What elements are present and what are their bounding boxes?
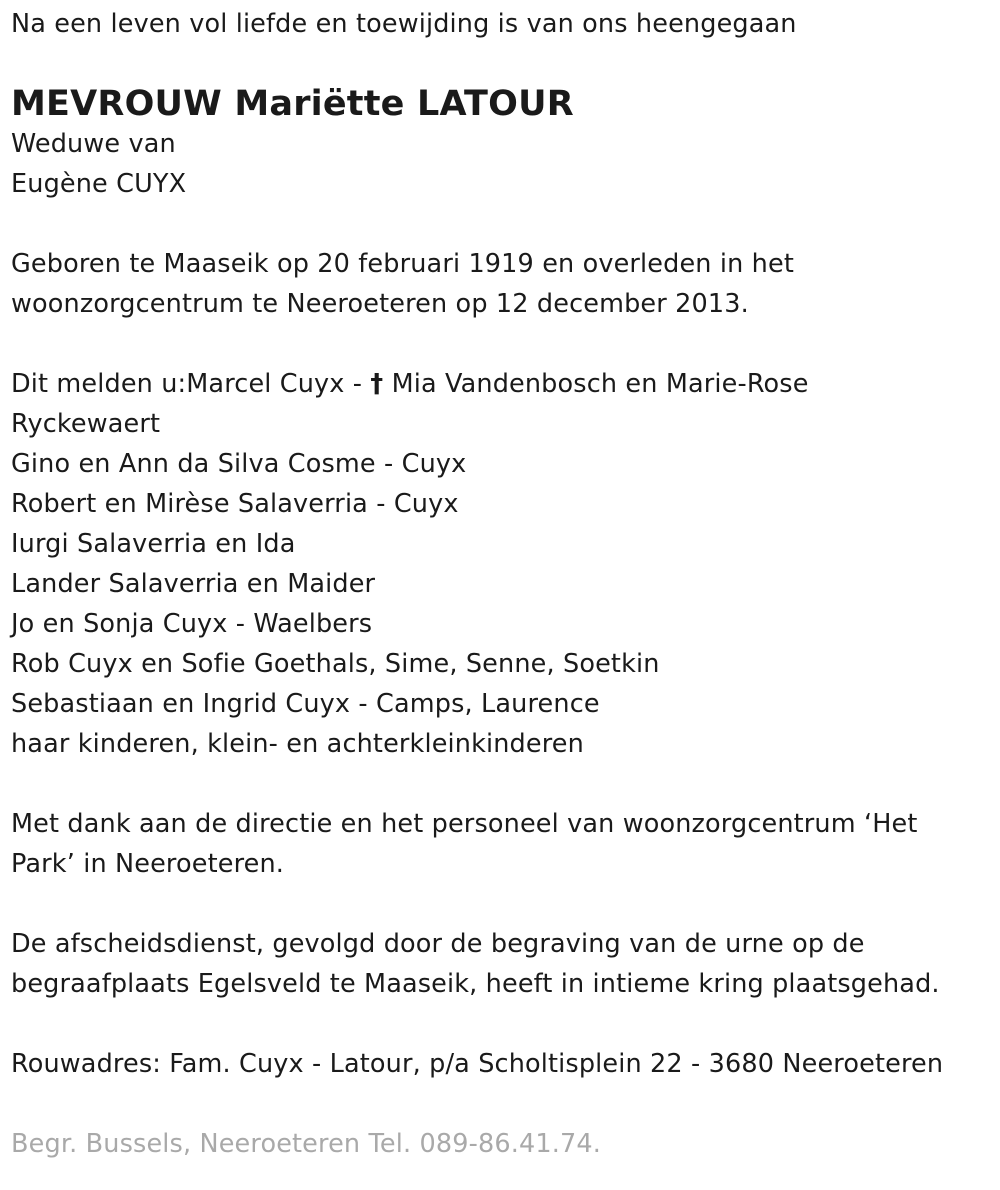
spacer [11,1004,991,1044]
birth-death-line-1: Geboren te Maaseik op 20 februari 1919 en overleden in het [11,249,794,279]
cross-icon: † [370,369,384,399]
family-member-line: Gino en Ann da Silva Cosme - Cuyx [11,449,467,479]
spacer [11,884,991,924]
obituary-notice [11,4,991,1164]
widow-of-label: Weduwe van [11,129,176,159]
birth-death-line-2: woonzorgcentrum te Neeroeteren op 12 december 2013. [11,289,749,319]
family-member-line: Sebastiaan en Ingrid Cuyx - Camps, Laurence [11,689,600,719]
family-member-line: Iurgi Salaverria en Ida [11,529,296,559]
family-member-line: Lander Salaverria en Maider [11,569,376,599]
thanks-line-2: Park’ in Neeroeteren. [11,849,285,879]
family-member-line: Jo en Sonja Cuyx - Waelbers [11,609,373,639]
mourning-address: Rouwadres: Fam. Cuyx - Latour, p/a Scholtisplein 22 - 3680 Neeroeteren [11,1049,944,1079]
family-member-line: Rob Cuyx en Sofie Goethals, Sime, Senne, Soetkin [11,649,660,679]
spouse-name: Eugène CUYX [11,169,187,199]
announcement-prefix: Dit melden u:Marcel Cuyx - [11,369,371,399]
funeral-director-footer: Begr. Bussels, Neeroeteren Tel. 089-86.41.74. [11,1129,601,1159]
spacer [11,1084,991,1124]
spacer [11,764,991,804]
family-member-line: haar kinderen, klein- en achterkleinkinderen [11,729,584,759]
announcement-continuation: Ryckewaert [11,409,161,439]
service-line-2: begraafplaats Egelsveld te Maaseik, heeft in intieme kring plaatsgehad. [11,969,940,999]
thanks-line-1: Met dank aan de directie en het personeel van woonzorgcentrum ‘Het [11,809,918,839]
family-member-line: Robert en Mirèse Salaverria - Cuyx [11,489,459,519]
intro-line: Na een leven vol liefde en toewijding is van ons heengegaan [11,9,797,39]
service-line-1: De afscheidsdienst, gevolgd door de begraving van de urne op de [11,929,865,959]
spacer [11,324,991,364]
spacer [11,204,991,244]
announcement-rest: Mia Vandenbosch en Marie-Rose [383,369,809,399]
announcement-line [11,364,991,404]
deceased-name: MEVROUW Mariëtte LATOUR [11,84,574,124]
